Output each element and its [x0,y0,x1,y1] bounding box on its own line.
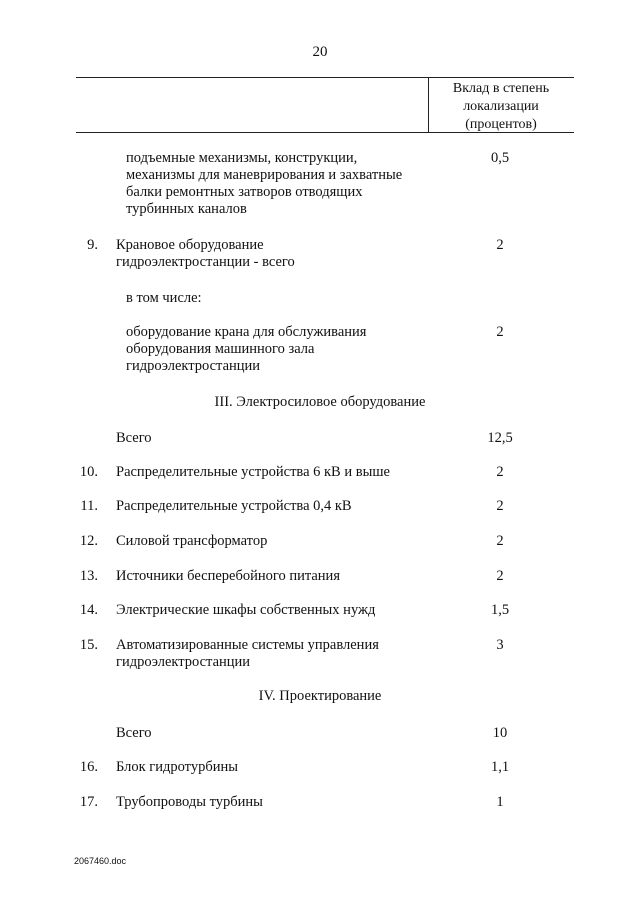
row-number: 11. [80,498,98,514]
table-header-bottom-rule [76,132,574,133]
row-value: 2 [496,498,504,514]
row-text: подъемные механизмы, конструкции, механизмы для маневрирования и захватные балки ремонтных затворов отводящих турбинных каналов [126,150,403,217]
row-text: Источники бесперебойного питания [116,568,340,584]
row-value: 1 [496,794,504,810]
row-value: 10 [492,725,508,741]
row-number: 10. [79,464,98,480]
row-text: Всего [116,725,152,741]
row-value: 12,5 [487,430,513,446]
row-value: 0,5 [490,150,510,166]
row-text: Распределительные устройства 6 кВ и выше [116,464,390,480]
row-value: 2 [496,464,504,480]
row-number: 13. [79,568,98,584]
row-text: Блок гидротурбины [116,759,238,775]
row-text: Электрические шкафы собственных нужд [116,602,376,618]
row-text: Всего [116,430,152,446]
row-value: 1,5 [490,602,510,618]
row-value: 2 [496,237,504,253]
row-number: 16. [79,759,98,775]
column-header-localization: Вклад в степень локализации (процентов) [452,81,550,132]
table-header-divider [428,77,429,132]
table-top-rule [76,77,574,78]
row-value: 3 [496,637,504,653]
row-text: Трубопроводы турбины [116,794,263,810]
row-text: Крановое оборудование гидроэлектростанции - всего [116,237,295,270]
row-number: 15. [79,637,98,653]
row-text: в том числе: [126,290,202,306]
document-filename: 2067460.doc [74,856,127,866]
row-text: Автоматизированные системы управления гидроэлектростанции [116,637,379,670]
row-text: Силовой трансформатор [116,533,268,549]
row-value: 2 [496,533,504,549]
row-text: оборудование крана для обслуживания оборудования машинного зала гидроэлектростанции [126,324,367,374]
section-heading: III. Электросиловое оборудование [214,394,426,410]
row-number: 9. [87,237,98,253]
row-value: 1,1 [490,759,510,775]
row-value: 2 [496,568,504,584]
row-value: 2 [496,324,504,340]
page-number: 20 [312,44,328,60]
section-heading: IV. Проектирование [258,688,382,704]
row-number: 17. [79,794,98,810]
row-text: Распределительные устройства 0,4 кВ [116,498,352,514]
row-number: 12. [79,533,98,549]
row-number: 14. [79,602,98,618]
